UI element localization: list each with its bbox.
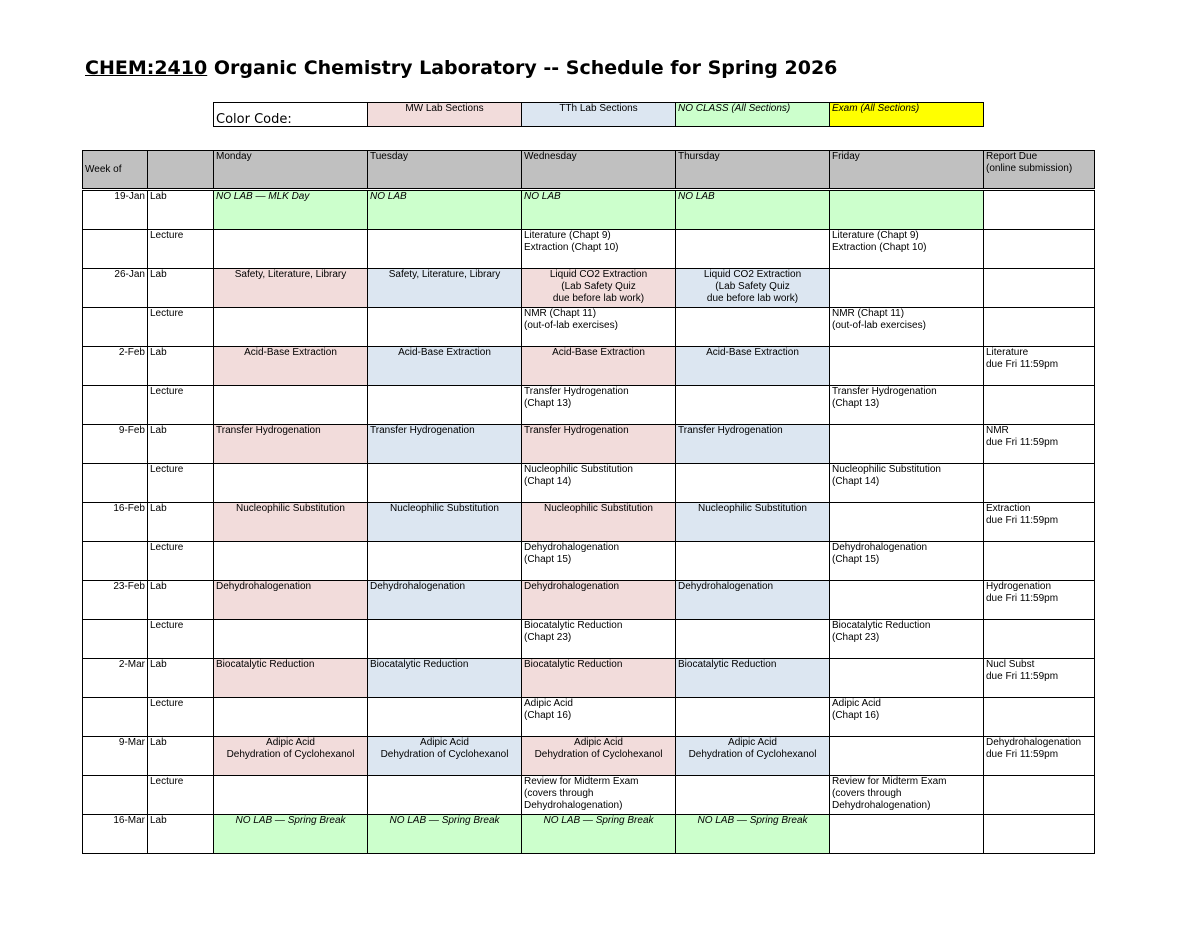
report-cell <box>984 308 1095 347</box>
session-type: Lecture <box>148 464 214 503</box>
table-row <box>83 581 1095 620</box>
tuesday-cell <box>368 464 522 503</box>
tuesday-cell <box>368 620 522 659</box>
week-cell <box>83 386 148 425</box>
table-row <box>83 737 1095 776</box>
table-row <box>83 308 1095 347</box>
week-cell <box>83 542 148 581</box>
schedule-table <box>82 150 1095 854</box>
report-cell: NMR due Fri 11:59pm <box>984 425 1095 464</box>
week-cell: 23-Feb <box>83 581 148 620</box>
page-title <box>85 57 837 79</box>
header-report-due: Report Due (online submission) <box>984 151 1095 190</box>
thursday-cell: Transfer Hydrogenation <box>676 425 830 464</box>
session-type: Lab <box>148 737 214 776</box>
tuesday-cell: Dehydrohalogenation <box>368 581 522 620</box>
thursday-cell: Acid-Base Extraction <box>676 347 830 386</box>
monday-cell: Biocatalytic Reduction <box>214 659 368 698</box>
wednesday-cell: Liquid CO2 Extraction (Lab Safety Quiz due before lab work) <box>522 269 676 308</box>
wednesday-cell: Adipic Acid (Chapt 16) <box>522 698 676 737</box>
thursday-cell <box>676 230 830 269</box>
friday-cell: Literature (Chapt 9) Extraction (Chapt 10) <box>830 230 984 269</box>
thursday-cell: Nucleophilic Substitution <box>676 503 830 542</box>
report-cell <box>984 269 1095 308</box>
header-wednesday: Wednesday <box>522 151 676 190</box>
friday-cell: Transfer Hydrogenation (Chapt 13) <box>830 386 984 425</box>
report-cell <box>984 230 1095 269</box>
week-cell: 9-Feb <box>83 425 148 464</box>
session-type: Lab <box>148 347 214 386</box>
tuesday-cell: Adipic Acid Dehydration of Cyclohexanol <box>368 737 522 776</box>
friday-cell: Review for Midterm Exam (covers through Dehydrohalogenation) <box>830 776 984 815</box>
tuesday-cell: NO LAB <box>368 190 522 230</box>
tuesday-cell <box>368 776 522 815</box>
week-cell <box>83 230 148 269</box>
thursday-cell: Biocatalytic Reduction <box>676 659 830 698</box>
monday-cell <box>214 308 368 347</box>
monday-cell <box>214 230 368 269</box>
wednesday-cell: Nucleophilic Substitution (Chapt 14) <box>522 464 676 503</box>
session-type: Lecture <box>148 698 214 737</box>
header-friday: Friday <box>830 151 984 190</box>
friday-cell <box>830 815 984 854</box>
week-cell: 2-Feb <box>83 347 148 386</box>
legend-tth: TTh Lab Sections <box>522 103 676 127</box>
table-row <box>83 347 1095 386</box>
week-cell: 16-Mar <box>83 815 148 854</box>
monday-cell <box>214 776 368 815</box>
thursday-cell: Liquid CO2 Extraction (Lab Safety Quiz due before lab work) <box>676 269 830 308</box>
friday-cell <box>830 190 984 230</box>
wednesday-cell: Nucleophilic Substitution <box>522 503 676 542</box>
table-row <box>83 190 1095 230</box>
report-cell <box>984 620 1095 659</box>
table-row <box>83 386 1095 425</box>
monday-cell <box>214 386 368 425</box>
session-type: Lecture <box>148 308 214 347</box>
monday-cell: Dehydrohalogenation <box>214 581 368 620</box>
session-type: Lecture <box>148 230 214 269</box>
friday-cell: Dehydrohalogenation (Chapt 15) <box>830 542 984 581</box>
session-type: Lecture <box>148 620 214 659</box>
thursday-cell: Adipic Acid Dehydration of Cyclohexanol <box>676 737 830 776</box>
session-type: Lab <box>148 581 214 620</box>
header-type <box>148 151 214 190</box>
monday-cell: NO LAB — Spring Break <box>214 815 368 854</box>
table-row <box>83 542 1095 581</box>
wednesday-cell: Acid-Base Extraction <box>522 347 676 386</box>
table-row <box>83 698 1095 737</box>
thursday-cell <box>676 386 830 425</box>
wednesday-cell: NO LAB <box>522 190 676 230</box>
wednesday-cell: Transfer Hydrogenation (Chapt 13) <box>522 386 676 425</box>
friday-cell <box>830 503 984 542</box>
friday-cell <box>830 581 984 620</box>
session-type: Lab <box>148 269 214 308</box>
report-cell: Extraction due Fri 11:59pm <box>984 503 1095 542</box>
legend-no-class: NO CLASS (All Sections) <box>676 103 830 127</box>
tuesday-cell <box>368 386 522 425</box>
tuesday-cell: NO LAB — Spring Break <box>368 815 522 854</box>
report-cell <box>984 776 1095 815</box>
table-row <box>83 815 1095 854</box>
session-type: Lecture <box>148 386 214 425</box>
thursday-cell <box>676 698 830 737</box>
report-cell: Dehydrohalogenation due Fri 11:59pm <box>984 737 1095 776</box>
tuesday-cell: Transfer Hydrogenation <box>368 425 522 464</box>
tuesday-cell: Biocatalytic Reduction <box>368 659 522 698</box>
header-row <box>83 151 1095 190</box>
tuesday-cell <box>368 308 522 347</box>
legend-exam: Exam (All Sections) <box>830 103 984 127</box>
monday-cell: NO LAB — MLK Day <box>214 190 368 230</box>
monday-cell: Safety, Literature, Library <box>214 269 368 308</box>
monday-cell <box>214 698 368 737</box>
friday-cell: Adipic Acid (Chapt 16) <box>830 698 984 737</box>
thursday-cell <box>676 464 830 503</box>
thursday-cell <box>676 542 830 581</box>
session-type: Lab <box>148 659 214 698</box>
friday-cell <box>830 269 984 308</box>
tuesday-cell: Nucleophilic Substitution <box>368 503 522 542</box>
monday-cell <box>214 464 368 503</box>
week-cell <box>83 698 148 737</box>
legend-label: Color Code: <box>214 103 368 127</box>
session-type: Lab <box>148 815 214 854</box>
week-cell: 19-Jan <box>83 190 148 230</box>
table-row <box>83 503 1095 542</box>
session-type: Lecture <box>148 542 214 581</box>
monday-cell: Adipic Acid Dehydration of Cyclohexanol <box>214 737 368 776</box>
header-thursday: Thursday <box>676 151 830 190</box>
monday-cell: Acid-Base Extraction <box>214 347 368 386</box>
header-tuesday: Tuesday <box>368 151 522 190</box>
table-row <box>83 425 1095 464</box>
wednesday-cell: Review for Midterm Exam (covers through Dehydrohalogenation) <box>522 776 676 815</box>
report-cell <box>984 386 1095 425</box>
title-text: Organic Chemistry Laboratory -- Schedule for Spring 2026 <box>207 57 838 79</box>
friday-cell: Nucleophilic Substitution (Chapt 14) <box>830 464 984 503</box>
color-code-legend <box>213 102 984 127</box>
report-cell: Literature due Fri 11:59pm <box>984 347 1095 386</box>
friday-cell: NMR (Chapt 11) (out-of-lab exercises) <box>830 308 984 347</box>
wednesday-cell: Adipic Acid Dehydration of Cyclohexanol <box>522 737 676 776</box>
week-cell: 2-Mar <box>83 659 148 698</box>
week-cell <box>83 620 148 659</box>
table-row <box>83 230 1095 269</box>
report-cell <box>984 698 1095 737</box>
monday-cell <box>214 542 368 581</box>
report-cell <box>984 464 1095 503</box>
tuesday-cell: Safety, Literature, Library <box>368 269 522 308</box>
thursday-cell: NO LAB <box>676 190 830 230</box>
report-cell: Nucl Subst due Fri 11:59pm <box>984 659 1095 698</box>
friday-cell <box>830 347 984 386</box>
report-cell <box>984 542 1095 581</box>
wednesday-cell: Literature (Chapt 9) Extraction (Chapt 10) <box>522 230 676 269</box>
wednesday-cell: Dehydrohalogenation <box>522 581 676 620</box>
week-cell: 9-Mar <box>83 737 148 776</box>
course-code: CHEM:2410 <box>85 57 208 79</box>
thursday-cell: Dehydrohalogenation <box>676 581 830 620</box>
friday-cell <box>830 737 984 776</box>
tuesday-cell <box>368 698 522 737</box>
wednesday-cell: NMR (Chapt 11) (out-of-lab exercises) <box>522 308 676 347</box>
monday-cell: Transfer Hydrogenation <box>214 425 368 464</box>
monday-cell: Nucleophilic Substitution <box>214 503 368 542</box>
session-type: Lecture <box>148 776 214 815</box>
tuesday-cell: Acid-Base Extraction <box>368 347 522 386</box>
friday-cell <box>830 425 984 464</box>
wednesday-cell: NO LAB — Spring Break <box>522 815 676 854</box>
session-type: Lab <box>148 425 214 464</box>
wednesday-cell: Biocatalytic Reduction <box>522 659 676 698</box>
wednesday-cell: Dehydrohalogenation (Chapt 15) <box>522 542 676 581</box>
friday-cell: Biocatalytic Reduction (Chapt 23) <box>830 620 984 659</box>
week-cell <box>83 464 148 503</box>
report-cell: Hydrogenation due Fri 11:59pm <box>984 581 1095 620</box>
week-cell: 16-Feb <box>83 503 148 542</box>
table-row <box>83 269 1095 308</box>
tuesday-cell <box>368 230 522 269</box>
header-week: Week of <box>83 151 148 190</box>
header-monday: Monday <box>214 151 368 190</box>
report-cell <box>984 815 1095 854</box>
week-cell <box>83 776 148 815</box>
thursday-cell <box>676 308 830 347</box>
table-row <box>83 659 1095 698</box>
tuesday-cell <box>368 542 522 581</box>
monday-cell <box>214 620 368 659</box>
table-row <box>83 776 1095 815</box>
report-cell <box>984 190 1095 230</box>
thursday-cell: NO LAB — Spring Break <box>676 815 830 854</box>
thursday-cell <box>676 620 830 659</box>
friday-cell <box>830 659 984 698</box>
wednesday-cell: Transfer Hydrogenation <box>522 425 676 464</box>
table-row <box>83 620 1095 659</box>
week-cell <box>83 308 148 347</box>
session-type: Lab <box>148 503 214 542</box>
wednesday-cell: Biocatalytic Reduction (Chapt 23) <box>522 620 676 659</box>
week-cell: 26-Jan <box>83 269 148 308</box>
thursday-cell <box>676 776 830 815</box>
legend-mw: MW Lab Sections <box>368 103 522 127</box>
table-row <box>83 464 1095 503</box>
session-type: Lab <box>148 190 214 230</box>
